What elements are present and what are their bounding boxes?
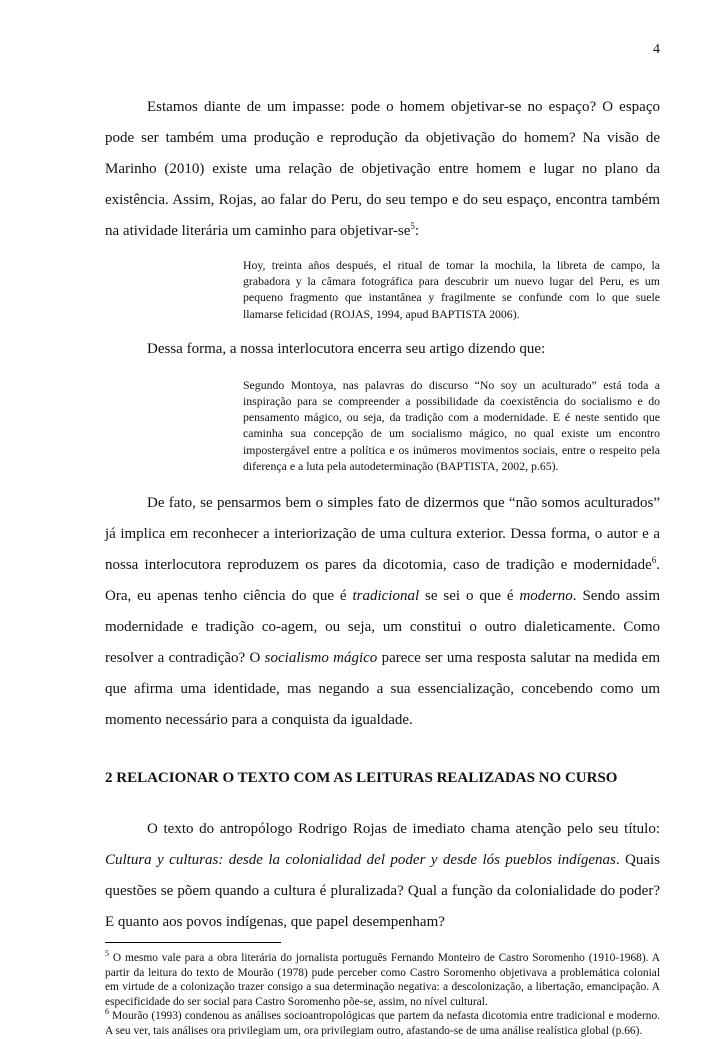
- paragraph-3-part-4: . Sendo assim modernidade e tradição co-agem, ou seja, um constitui o outro dialeticamente. Como resolver a contradição? O: [105, 588, 660, 667]
- footnote-5-number: 5: [105, 949, 109, 959]
- paragraph-1: [105, 92, 660, 247]
- paragraph-2: Dessa forma, a nossa interlocutora encerra seu artigo dizendo que:: [147, 340, 546, 357]
- footnote-ref-6[interactable]: 6: [651, 555, 657, 566]
- block-quote-1: Hoy, treinta años después, el ritual de tomar la mochila, la libreta de campo, la grabadora y la câmara fotográfica para descubrir um nuevo lugar del Peru, es um pequeno fragmento que instantânea y fragilmente se confunde com lo que suele llamarse felicidad (ROJAS, 1994, apud BAPTISTA 2006).: [243, 258, 660, 321]
- page-number: 4: [653, 42, 660, 57]
- section-heading: 2 RELACIONAR O TEXTO COM AS LEITURAS REALIZADAS NO CURSO: [105, 770, 618, 787]
- paragraph-4-part-2: . Quais questões se põem quando a cultura é pluralizada? Qual a função da colonialidade do poder? E quanto aos povos indígenas, que papel desempenham?: [105, 852, 660, 931]
- emphasis-socialismo-magico: socialismo mágico: [264, 650, 378, 667]
- paragraph-3-part-1: De fato, se pensarmos bem o simples fato de dizermos que “não somos aculturados” já implica em reconhecer a interiorização de uma cultura exterior. Dessa forma, o autor e a nossa interlocutora reproduzem os pares da dicotomia, caso de tradição e modernidade: [105, 495, 660, 574]
- footnote-6-number: 6: [105, 1007, 109, 1017]
- paragraph-1-text: Estamos diante de um impasse: pode o homem objetivar-se no espaço? O espaço pode ser também uma produção e reprodução da objetivação do homem? Na visão de Marinho (2010) existe uma relação de objetivação entre homem e lugar no plano da existência. Assim, Rojas, ao falar do Peru, do seu tempo e do seu espaço, encontra também na atividade literária um caminho para objetivar-se: [105, 99, 660, 239]
- page-content: [105, 92, 660, 1039]
- emphasis-title: Cultura y culturas: desde la colonialidad del poder y desde lós pueblos indígenas: [105, 852, 616, 869]
- footnote-5-text: O mesmo vale para a obra literária do jornalista português Fernando Monteiro de Castro Soromenho (1910-1968). A partir da leitura do texto de Mourão (1978) pude perceber como Castro Soromenho objetivava a problemática colonial em virtude de a colonização trazer consigo a sua determinação negativa: a descolonização, a libertação, emancipação. A especificidade do ser social para Castro Soromenho põe-se, assim, no nível cultural.: [105, 952, 660, 1008]
- footnote-6-text: Mourão (1993) condenou as análises socioantropológicas que partem da nefasta dicotomia entre tradicional e moderno. A seu ver, tais análises ora privilegiam um, ora privilegiam outro, afastando-se de uma análise realística global (p.66).: [105, 1010, 660, 1037]
- footnote-6: [105, 1009, 660, 1038]
- emphasis-moderno: moderno: [519, 588, 573, 605]
- emphasis-tradicional: tradicional: [352, 588, 420, 605]
- paragraph-3: [105, 488, 660, 736]
- paragraph-4-part-1: O texto do antropólogo Rodrigo Rojas de imediato chama atenção pelo seu título:: [147, 821, 660, 838]
- paragraph-3-part-3: se sei o que é: [419, 588, 520, 605]
- paragraph-3-part-2: . Ora, eu apenas tenho ciência do que é: [105, 557, 660, 605]
- footnote-separator: [105, 942, 281, 943]
- paragraph-1-end: :: [414, 223, 420, 239]
- paragraph-3-part-5: parece ser uma resposta salutar na medida em que afirma uma identidade, mas negando a sua essencialização, concebendo como um momento necessário para a conquista da igualdade.: [105, 650, 661, 729]
- block-quote-2: Segundo Montoya, nas palavras do discurso “No soy un aculturado” está toda a inspiração para se compreender a possibilidade da coexistência do socialismo e do pensamento mágico, ou seja, da tradição com a modernidade. E é neste sentido que caminha sua concepção de um socialismo mágico, no qual existe um encontro impostergável entre a política e os inúmeros movimentos sociais, entre o respeito pela diferença e a luta pela autodeterminação (BAPTISTA, 2002, p.65).: [243, 377, 660, 473]
- paragraph-4: [105, 814, 660, 938]
- footnote-ref-5[interactable]: 5: [410, 221, 415, 231]
- footnote-5: [105, 951, 660, 1009]
